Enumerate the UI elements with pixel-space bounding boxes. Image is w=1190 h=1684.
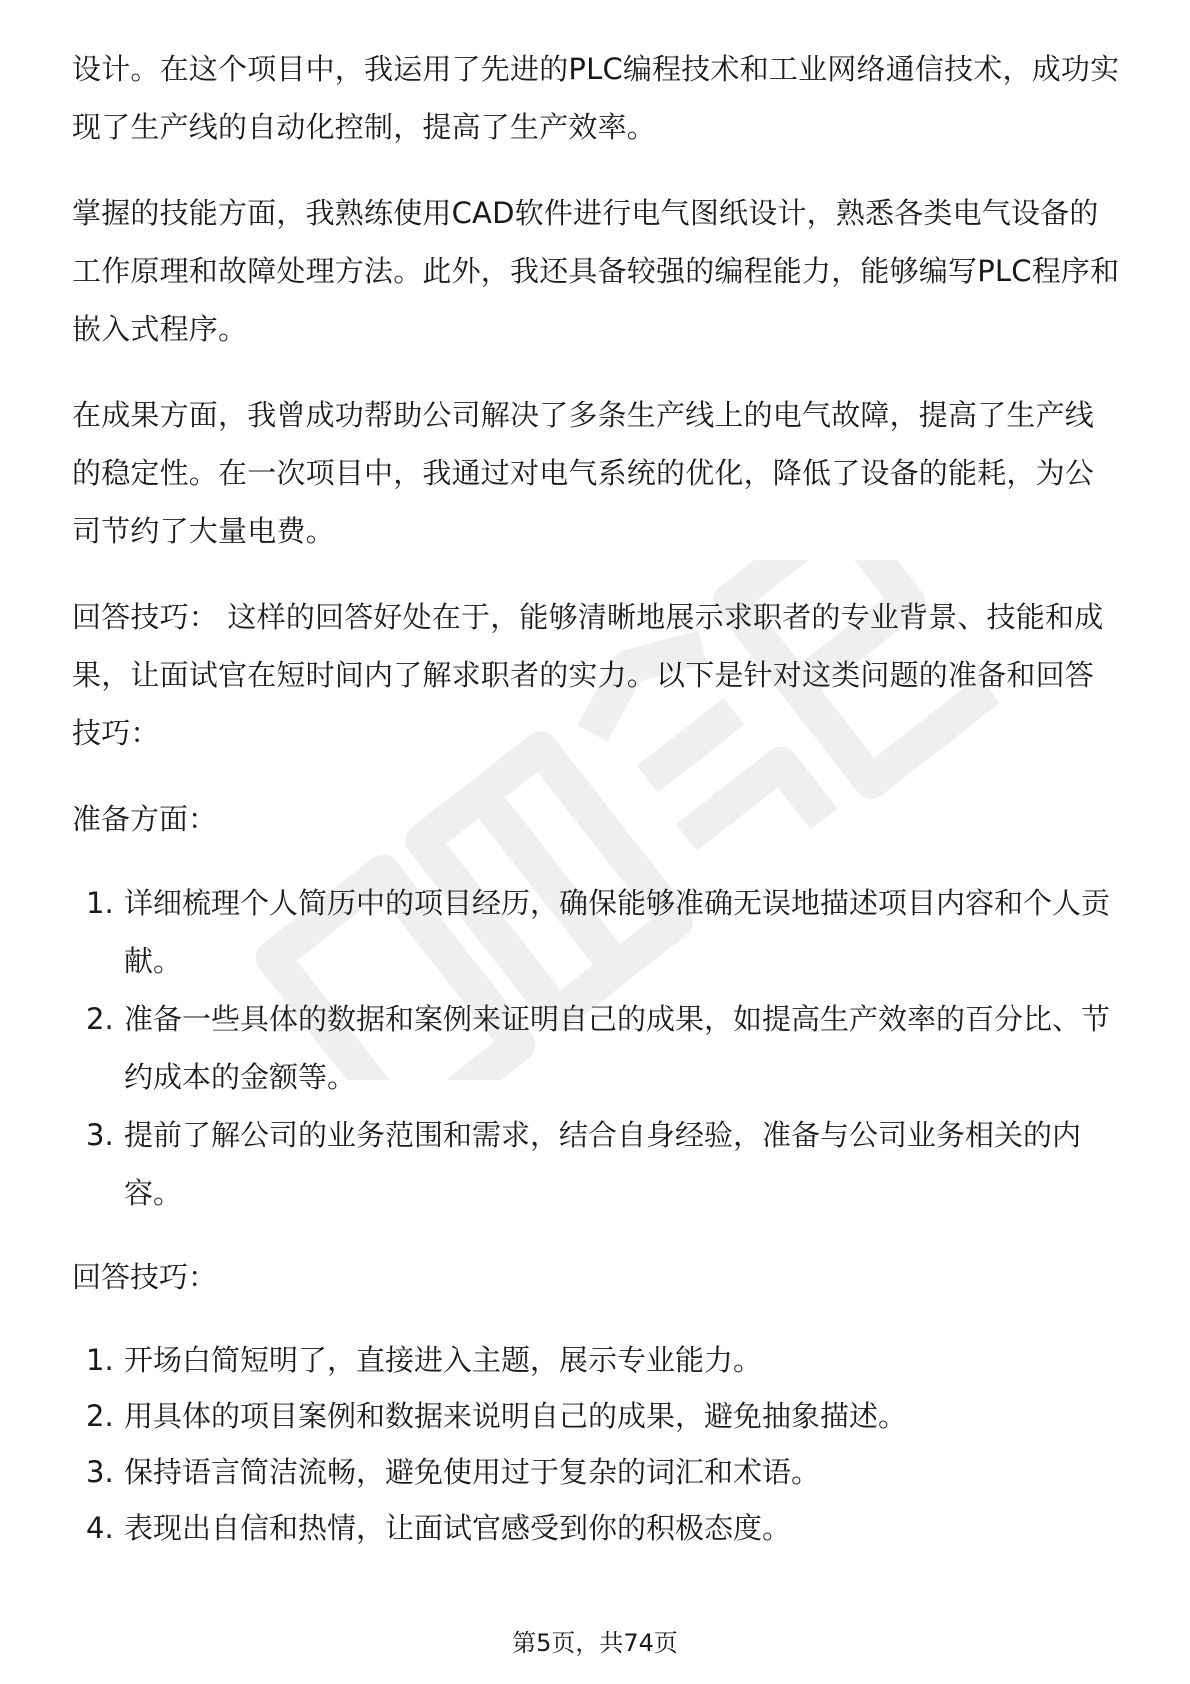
list-item-text: 表现出自信和热情，让面试官感受到你的积极态度。 — [124, 1511, 792, 1545]
list-item-text: 详细梳理个人简历中的项目经历，确保能够准确无误地描述项目内容和个人贡献。 — [124, 886, 1111, 978]
list-item — [72, 1106, 1122, 1222]
document-body — [72, 40, 1122, 1582]
list-item-text: 提前了解公司的业务范围和需求，结合自身经验，准备与公司业务相关的内容。 — [124, 1118, 1082, 1210]
list-item — [72, 990, 1122, 1106]
list-item-number: 2. — [86, 1399, 114, 1433]
list-item — [72, 1388, 1122, 1444]
preparation-list — [72, 874, 1122, 1222]
preparation-heading: 准备方面： — [72, 802, 218, 836]
page-number-footer: 第5页，共74页 — [512, 1629, 678, 1657]
paragraph-project-design: 设计。在这个项目中，我运用了先进的PLC编程技术和工业网络通信技术，成功实现了生产线的自动化控制，提高了生产效率。 — [72, 52, 1120, 144]
list-item-number: 3. — [86, 1455, 114, 1489]
list-item-number: 1. — [86, 1343, 114, 1377]
list-item-text: 准备一些具体的数据和案例来证明自己的成果，如提高生产效率的百分比、节约成本的金额等。 — [124, 1002, 1111, 1094]
list-item-text: 保持语言简洁流畅，避免使用过于复杂的词汇和术语。 — [124, 1455, 821, 1489]
list-item-text: 开场白简短明了，直接进入主题，展示专业能力。 — [124, 1343, 763, 1377]
list-item — [72, 874, 1122, 990]
paragraph-skills: 掌握的技能方面，我熟练使用CAD软件进行电气图纸设计，熟悉各类电气设备的工作原理和故障处理方法。此外，我还具备较强的编程能力，能够编写PLC程序和嵌入式程序。 — [72, 196, 1120, 346]
list-item-number: 1. — [86, 886, 114, 920]
paragraph-achievements: 在成果方面，我曾成功帮助公司解决了多条生产线上的电气故障，提高了生产线的稳定性。在一次项目中，我通过对电气系统的优化，降低了设备的能耗，为公司节约了大量电费。 — [72, 398, 1095, 548]
list-item-text: 用具体的项目案例和数据来说明自己的成果，避免抽象描述。 — [124, 1399, 908, 1433]
list-item — [72, 1332, 1122, 1388]
list-item-number: 3. — [86, 1118, 114, 1152]
list-item — [72, 1500, 1122, 1556]
paragraph-answer-tips: 回答技巧： 这样的回答好处在于，能够清晰地展示求职者的专业背景、技能和成果，让面试官在短时间内了解求职者的实力。以下是针对这类问题的准备和回答技巧： — [72, 600, 1104, 750]
tips-list — [72, 1332, 1122, 1556]
list-item-number: 2. — [86, 1002, 114, 1036]
list-item-number: 4. — [86, 1511, 114, 1545]
tips-heading: 回答技巧： — [72, 1260, 218, 1294]
list-item — [72, 1444, 1122, 1500]
